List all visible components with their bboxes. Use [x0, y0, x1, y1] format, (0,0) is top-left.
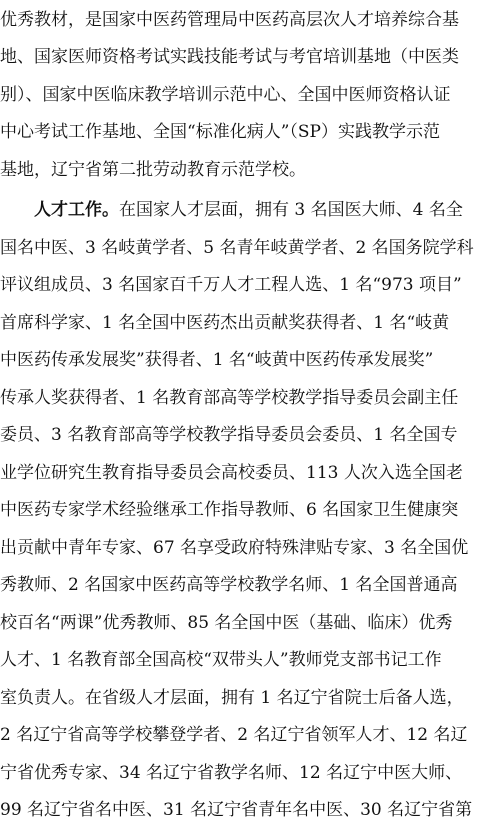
paragraph-line: 宁省优秀专家、34 名辽宁省教学名师、12 名辽宁中医大师、 [0, 763, 463, 783]
paragraph-line: 评议组成员、3 名国家百千万人才工程人选、1 名“973 项目” [0, 275, 462, 295]
paragraph-line: 基地，辽宁省第二批劳动教育示范学校。 [0, 160, 306, 180]
paragraph-line: 优秀教材，是国家中医药管理局中医药高层次人才培养综合基 [0, 10, 459, 30]
paragraph-line: 中心考试工作基地、全国“标准化病人”（SP）实践教学示范 [0, 122, 440, 142]
paragraph-line: 传承人奖获得者、1 名教育部高等学校教学指导委员会副主任 [0, 388, 459, 408]
paragraph-line: 首席科学家、1 名全国中医药杰出贡献奖获得者、1 名“岐黄 [0, 313, 450, 333]
paragraph-line: 业学位研究生教育指导委员会高校委员、113 人次入选全国老 [0, 463, 463, 483]
talent-intro-text: 在国家人才层面，拥有 3 名国医大师、4 名全 [119, 200, 463, 220]
paragraph-line: 别）、国家中医临床教学培训示范中心、全国中医师资格认证 [0, 85, 451, 105]
talent-paragraph-first-line [0, 192, 498, 228]
section-heading-talent: 人才工作。 [34, 200, 119, 220]
paragraph-line: 室负责人。在省级人才层面，拥有 1 名辽宁省院士后备人选， [0, 688, 464, 708]
paragraph-line: 2 名辽宁省高等学校攀登学者、2 名辽宁省领军人才、12 名辽 [0, 725, 468, 745]
paragraph-line: 地、国家医师资格考试实践技能考试与考官培训基地（中医类 [0, 47, 459, 67]
paragraph-line: 校百名“两课”优秀教师、85 名全国中医（基础、临床）优秀 [0, 613, 453, 633]
paragraph-line: 出贡献中青年专家、67 名享受政府特殊津贴专家、3 名全国优 [0, 538, 469, 558]
paragraph-line: 中医药传承发展奖”获得者、1 名“岐黄中医药传承发展奖” [0, 350, 434, 370]
paragraph-line: 委员、3 名教育部高等学校教学指导委员会委员、1 名全国专 [0, 425, 458, 445]
paragraph-line: 国名中医、3 名岐黄学者、5 名青年岐黄学者、2 名国务院学科 [0, 238, 474, 258]
paragraph-line: 秀教师、2 名国家中医药高等学校教学名师、1 名全国普通高 [0, 575, 458, 595]
paragraph-line: 人才、1 名教育部全国高校“双带头人”教师党支部书记工作 [0, 650, 442, 670]
paragraph-line: 99 名辽宁省名中医、31 名辽宁省青年名中医、30 名辽宁省第 [0, 800, 473, 820]
paragraph-line: 中医药专家学术经验继承工作指导教师、6 名国家卫生健康突 [0, 500, 459, 520]
